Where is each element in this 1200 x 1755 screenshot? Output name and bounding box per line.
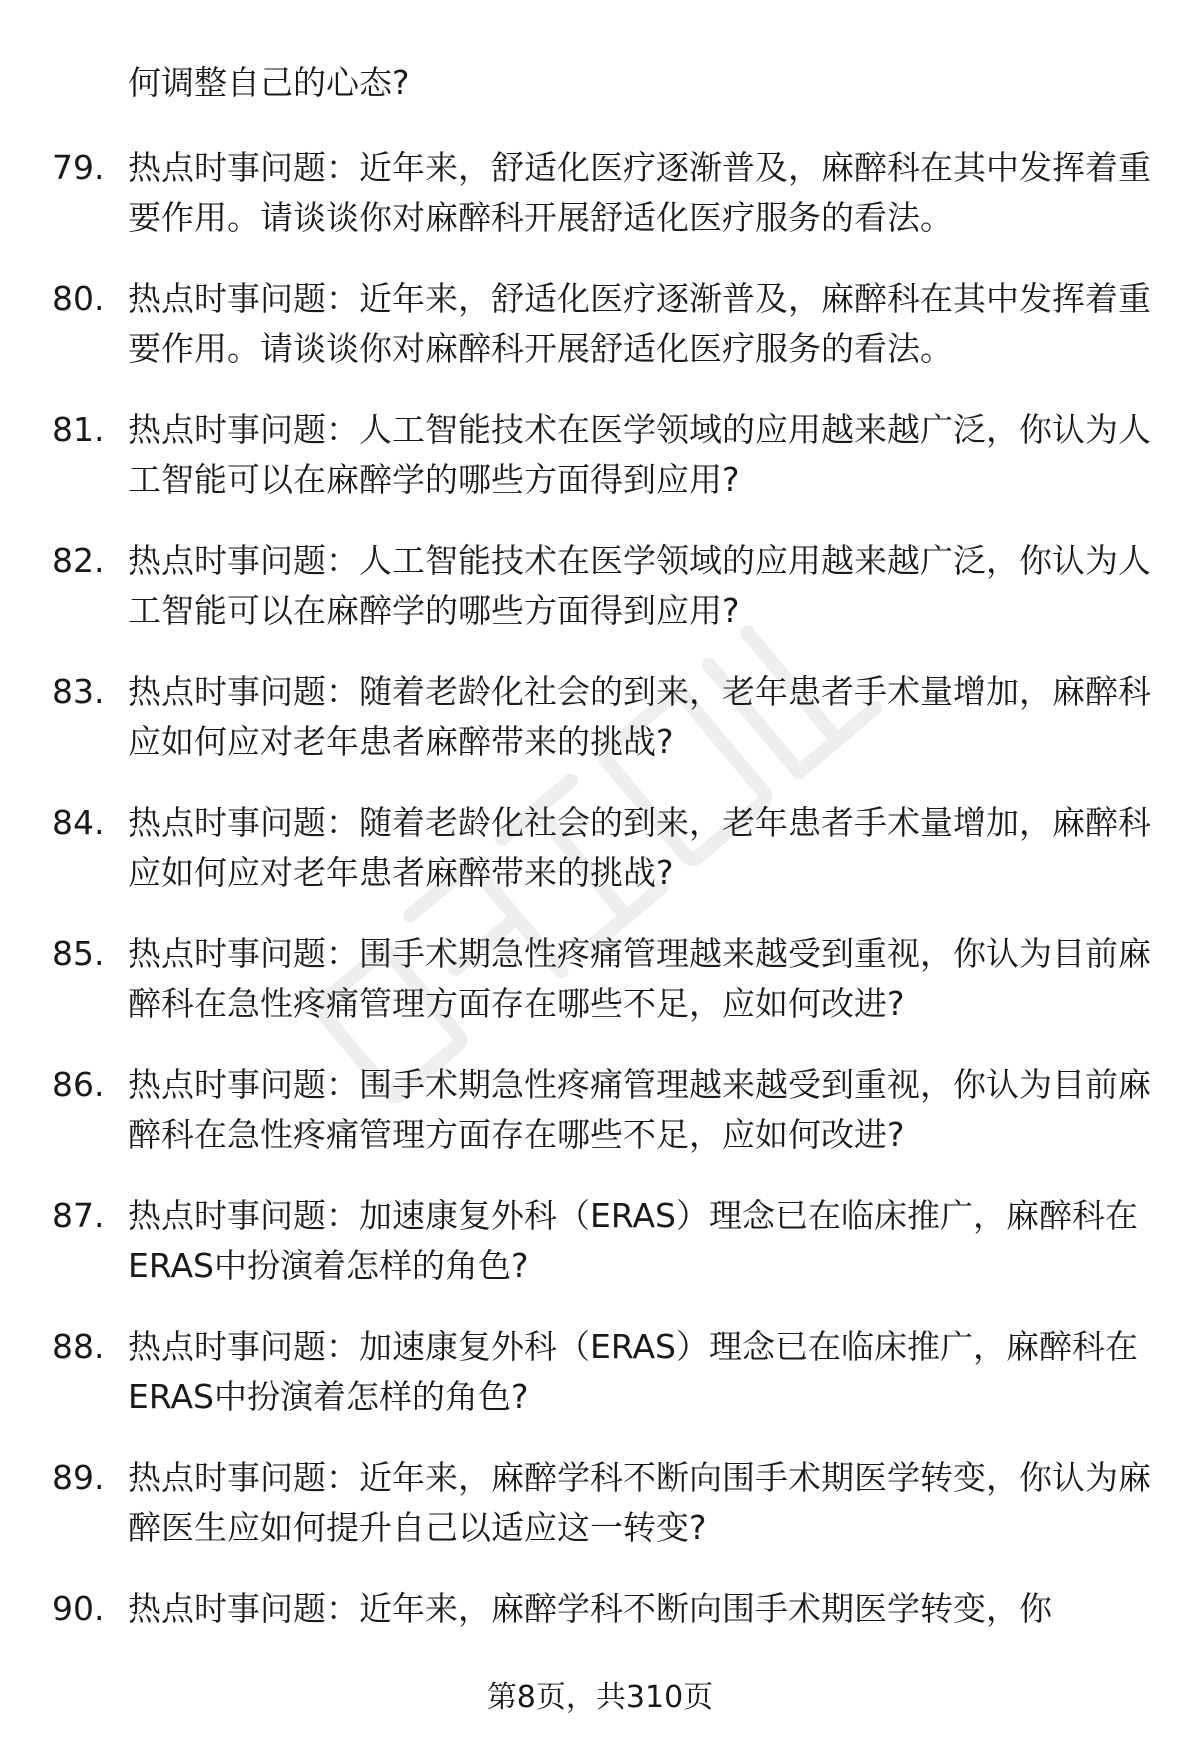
question-number: 83. bbox=[52, 672, 105, 711]
question-item bbox=[0, 1322, 1200, 1453]
question-item bbox=[0, 143, 1200, 274]
question-text: 热点时事问题：加速康复外科（ERAS）理念已在临床推广，麻醉科在ERAS中扮演着怎样的角色? bbox=[128, 1196, 1138, 1285]
question-text: 热点时事问题：加速康复外科（ERAS）理念已在临床推广，麻醉科在ERAS中扮演着怎样的角色? bbox=[128, 1327, 1138, 1416]
question-number: 82. bbox=[52, 541, 105, 580]
continuation-text: 何调整自己的心态? bbox=[128, 63, 410, 102]
question-item bbox=[0, 667, 1200, 798]
question-text: 热点时事问题：近年来，舒适化医疗逐渐普及，麻醉科在其中发挥着重要作用。请谈谈你对麻醉科开展舒适化医疗服务的看法。 bbox=[128, 148, 1151, 237]
question-number: 84. bbox=[52, 803, 105, 842]
question-item bbox=[0, 536, 1200, 667]
question-number: 80. bbox=[52, 279, 105, 318]
question-text: 热点时事问题：随着老龄化社会的到来，老年患者手术量增加，麻醉科应如何应对老年患者麻醉带来的挑战? bbox=[128, 803, 1151, 892]
question-item bbox=[0, 1453, 1200, 1584]
question-list bbox=[0, 143, 1200, 1715]
question-number: 86. bbox=[52, 1065, 105, 1104]
question-number: 81. bbox=[52, 410, 105, 449]
question-number: 88. bbox=[52, 1327, 105, 1366]
question-text: 热点时事问题：近年来，麻醉学科不断向围手术期医学转变，你认为麻醉医生应如何提升自己以适应这一转变? bbox=[128, 1458, 1151, 1547]
question-number: 87. bbox=[52, 1196, 105, 1235]
question-text: 热点时事问题：人工智能技术在医学领域的应用越来越广泛，你认为人工智能可以在麻醉学的哪些方面得到应用? bbox=[128, 410, 1151, 499]
question-text: 热点时事问题：围手术期急性疼痛管理越来越受到重视，你认为目前麻醉科在急性疼痛管理方面存在哪些不足，应如何改进? bbox=[128, 934, 1151, 1023]
page-footer: 第8页，共310页 bbox=[486, 1680, 714, 1715]
question-text: 热点时事问题：随着老龄化社会的到来，老年患者手术量增加，麻醉科应如何应对老年患者麻醉带来的挑战? bbox=[128, 672, 1151, 761]
question-number: 90. bbox=[52, 1589, 105, 1628]
question-item bbox=[0, 405, 1200, 536]
question-item bbox=[0, 274, 1200, 405]
question-number: 85. bbox=[52, 934, 105, 973]
question-text: 热点时事问题：围手术期急性疼痛管理越来越受到重视，你认为目前麻醉科在急性疼痛管理方面存在哪些不足，应如何改进? bbox=[128, 1065, 1151, 1154]
question-text: 热点时事问题：近年来，麻醉学科不断向围手术期医学转变，你 bbox=[128, 1589, 1052, 1628]
question-item bbox=[0, 798, 1200, 929]
question-number: 89. bbox=[52, 1458, 105, 1497]
question-number: 79. bbox=[52, 148, 105, 187]
question-item bbox=[0, 1191, 1200, 1322]
question-item bbox=[0, 1060, 1200, 1191]
question-text: 热点时事问题：近年来，舒适化医疗逐渐普及，麻醉科在其中发挥着重要作用。请谈谈你对麻醉科开展舒适化医疗服务的看法。 bbox=[128, 279, 1151, 368]
question-text: 热点时事问题：人工智能技术在医学领域的应用越来越广泛，你认为人工智能可以在麻醉学的哪些方面得到应用? bbox=[128, 541, 1151, 630]
question-item bbox=[0, 929, 1200, 1060]
